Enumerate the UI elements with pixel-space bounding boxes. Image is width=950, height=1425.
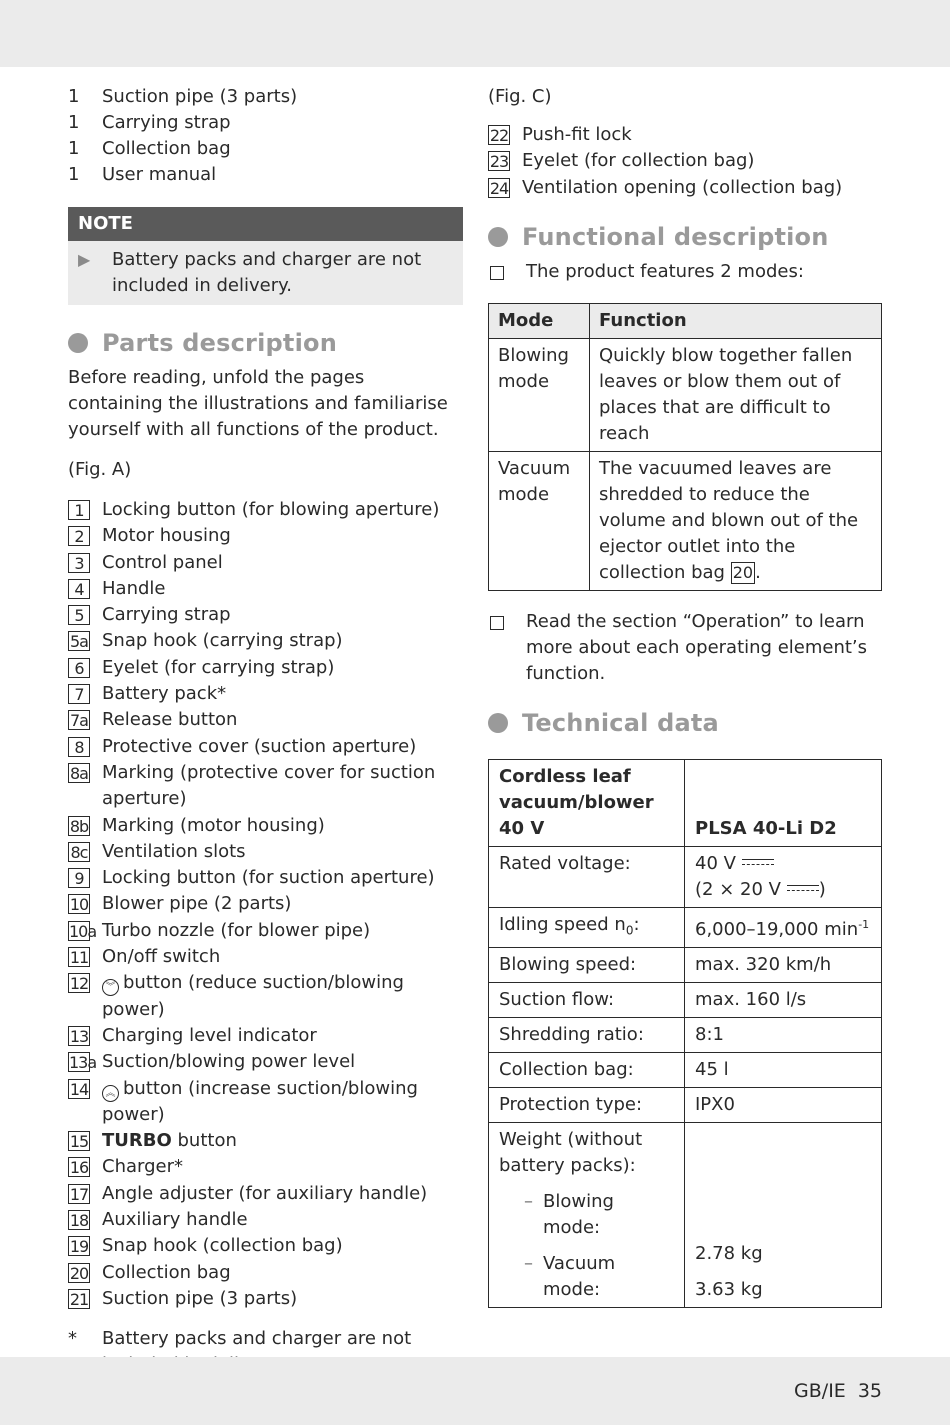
- parts-list: [68, 497, 463, 1312]
- table-row: Blowing mode Quickly blow together fallen leaves or blow them out of places that are difficult to reach: [489, 338, 882, 451]
- list-item: 1 Suction pipe (3 parts): [68, 86, 298, 107]
- top-margin-band: [0, 0, 950, 67]
- triangle-right-icon: ▶: [78, 250, 91, 269]
- bullet-dot-icon: [488, 227, 508, 247]
- table-row: Suction flow: max. 160 l/s: [489, 983, 882, 1018]
- dc-symbol-icon: [742, 858, 774, 868]
- list-item: 7 Battery pack*: [68, 681, 463, 707]
- down-chevrons-icon: ︾: [102, 979, 119, 996]
- list-item: 8 Protective cover (suction aperture): [68, 734, 463, 760]
- list-item: 1 Locking button (for blowing aperture): [68, 497, 463, 523]
- list-item: 4 Handle: [68, 576, 463, 602]
- checkbox-square-icon: [490, 616, 504, 630]
- list-item: 13 Charging level indicator: [69, 1024, 317, 1046]
- list-item: 10 Blower pipe (2 parts): [69, 893, 292, 915]
- list-item: 9 Locking button (for suction aperture): [68, 865, 463, 891]
- fig-a-label: (Fig. A): [68, 459, 132, 480]
- page-footer: [782, 1380, 882, 1402]
- fig-c-list: [488, 122, 883, 201]
- list-item: 19 Snap hook (collection bag): [69, 1235, 343, 1257]
- list-item: 8a Marking (protective cover for suction aperture): [70, 761, 436, 810]
- note-body: [68, 241, 463, 305]
- page-number: 35: [857, 1380, 882, 1402]
- table-row: Vacuum mode The vacuumed leaves are shredded to reduce the volume and blown out of the ejector outlet into the collection bag 20 .: [489, 451, 882, 590]
- region-label: GB/IE: [794, 1380, 846, 1402]
- right-column: [488, 84, 883, 1308]
- parts-intro: Before reading, unfold the pages containing the illustrations and familiarise yourself with all functions of the product.: [68, 367, 448, 440]
- up-chevrons-icon: ︽: [102, 1085, 119, 1102]
- list-item: 20 Collection bag: [69, 1261, 231, 1283]
- table-row: Protection type: IPX0: [489, 1088, 882, 1123]
- list-item: 5a Snap hook (carrying strap): [70, 630, 343, 652]
- functional-heading: Functional description: [488, 223, 883, 251]
- list-item: 13a Suction/blowing power level: [69, 1051, 356, 1073]
- table-row: Idling speed $n_0$: 6,000–19,000 $\min^{-1}$: [489, 907, 882, 948]
- bullet-dot-icon: [488, 713, 508, 733]
- list-item: 2 Motor housing: [68, 523, 463, 549]
- table-row: Shredding ratio: 8:1: [489, 1018, 882, 1053]
- dc-symbol-icon: [787, 884, 819, 894]
- table-row: Blowing speed: max. 320 km/h: [489, 948, 882, 983]
- list-item: 24 Ventilation opening (collection bag): [489, 176, 843, 198]
- read-more: Read the section “Operation” to learn more about each operating element’s function.: [488, 609, 883, 687]
- list-item: 23 Eyelet (for collection bag): [489, 150, 755, 172]
- list-item: 11 On/off switch: [69, 946, 221, 968]
- list-item: 6 Eyelet (for carrying strap): [68, 655, 463, 681]
- list-item: 3 Control panel: [68, 550, 463, 576]
- list-item: 21 Suction pipe (3 parts): [69, 1287, 298, 1309]
- list-item: 8b Marking (motor housing): [69, 814, 325, 836]
- checkbox-square-icon: [490, 266, 504, 280]
- list-item: 17 Angle adjuster (for auxiliary handle): [69, 1182, 428, 1204]
- note-title: NOTE: [68, 207, 463, 241]
- list-item: 14 ︽ button (increase suction/blowing power): [69, 1077, 418, 1125]
- list-item: 7a Release button: [70, 709, 238, 731]
- note-text: Battery packs and charger are not included in delivery.: [112, 249, 422, 296]
- list-item: 1 Carrying strap: [68, 112, 231, 133]
- modes-table: [488, 303, 882, 591]
- bullet-dot-icon: [68, 333, 88, 353]
- left-column: [68, 84, 463, 1378]
- table-row: Collection bag: 45 l: [489, 1053, 882, 1088]
- footnote: * Battery packs and charger are not: [68, 1328, 412, 1350]
- list-item: 8c Ventilation slots: [68, 839, 463, 865]
- list-item: 10a Turbo nozzle (for blower pipe): [69, 919, 371, 941]
- scope-of-delivery-list: [68, 84, 463, 188]
- table-header-row: Cordless leaf vacuum/blower 40 V PLSA 40-Li D2: [489, 759, 882, 846]
- note-box: [68, 207, 463, 305]
- table-row: Rated voltage: 40 V (2 × 20 V ): [489, 846, 882, 907]
- list-item: 22 Push-fit lock: [489, 124, 632, 145]
- technical-heading: Technical data: [488, 709, 883, 737]
- fig-c-label: (Fig. C): [488, 86, 552, 107]
- list-item: 16 Charger*: [69, 1156, 183, 1178]
- table-row: Weight (without battery packs): – Blowing mode: – Vacuum mode: 2.78 kg 3.63 kg: [489, 1123, 882, 1308]
- parts-heading: Parts description: [68, 329, 463, 357]
- table-header-row: Mode Function: [489, 303, 882, 338]
- list-item: 1 Collection bag: [68, 138, 231, 159]
- modes-intro: The product features 2 modes:: [488, 259, 883, 285]
- list-item: 1 User manual: [68, 164, 217, 185]
- list-item: 12 ︾ button (reduce suction/blowing power): [69, 972, 404, 1020]
- list-item: 15 TURBO button: [69, 1130, 237, 1152]
- technical-data-table: [488, 759, 882, 1309]
- list-item: 5 Carrying strap: [68, 602, 463, 628]
- list-item: 18 Auxiliary handle: [69, 1209, 248, 1231]
